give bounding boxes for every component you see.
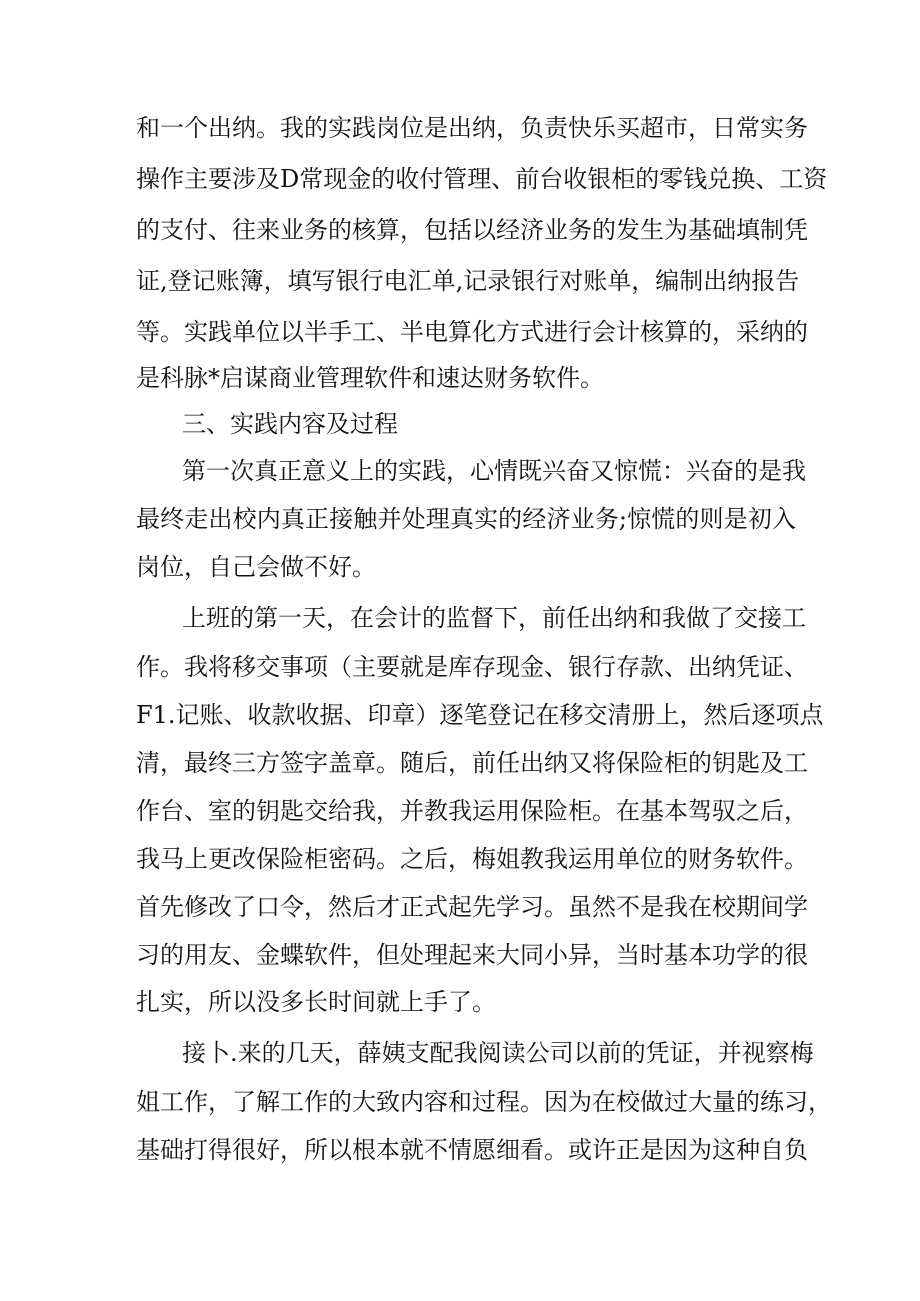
text-line-12: 作。我将移交事项（主要就是库存现金、银行存款、出纳凭证、 <box>136 653 808 681</box>
text-line-5: 等。实践单位以半手工、半电算化方式进行会计核算的，采纳的 <box>136 318 808 346</box>
text-line-14: 清，最终三方签字盖章。随后，前任出纳又将保险柜的钥匙及工 <box>136 749 808 777</box>
text-line-18: 习的用友、金蝶软件，但处理起来大同小异，当时基本功学的很 <box>136 941 808 969</box>
text-line-20: 接卜.来的几天，薛姨支配我阅读公司以前的凭证，并视察梅 <box>182 1039 814 1067</box>
text-line-9: 最终走出校内真正接触并处理真实的经济业务;惊慌的则是初入 <box>136 505 796 533</box>
text-line-1: 和一个出纳。我的实践岗位是出纳，负责快乐买超市，日常实务 <box>136 114 808 142</box>
text-line-11: 上班的第一天，在会计的监督下，前任出纳和我做了交接工 <box>182 604 806 632</box>
section-heading: 三、实践内容及过程 <box>182 410 398 438</box>
text-line-21: 姐工作，了解工作的大致内容和过程。因为在校做过大量的练习， <box>136 1088 832 1116</box>
text-line-15: 作台、室的钥匙交给我，并教我运用保险柜。在基本驾驭之后， <box>136 797 808 825</box>
text-line-16: 我马上更改保险柜密码。之后，梅姐教我运用单位的财务软件。 <box>136 845 808 873</box>
text-line-13: F1.记账、收款收据、印章）逐笔登记在移交清册上，然后逐项点 <box>136 701 824 729</box>
text-line-4: 证,登记账簿，填写银行电汇单,记录银行对账单，编制出纳报告 <box>136 267 800 295</box>
text-line-3: 的支付、往来业务的核算，包括以经济业务的发生为基础填制凭 <box>136 216 808 244</box>
text-line-8: 第一次真正意义上的实践，心情既兴奋又惊慌：兴奋的是我 <box>182 457 806 485</box>
text-line-6: 是科脉*启谋商业管理软件和速达财务软件。 <box>136 364 604 392</box>
text-line-10: 岗位，自己会做不好。 <box>136 553 376 581</box>
text-line-22: 基础打得很好，所以根本就不情愿细看。或许正是因为这种自负 <box>136 1136 808 1164</box>
text-line-19: 扎实，所以没多长时间就上手了。 <box>136 988 496 1016</box>
text-line-17: 首先修改了口令，然后才正式起先学习。虽然不是我在校期间学 <box>136 893 808 921</box>
text-line-2: 操作主要涉及D常现金的收付管理、前台收银柜的零钱兑换、工资 <box>136 165 828 193</box>
